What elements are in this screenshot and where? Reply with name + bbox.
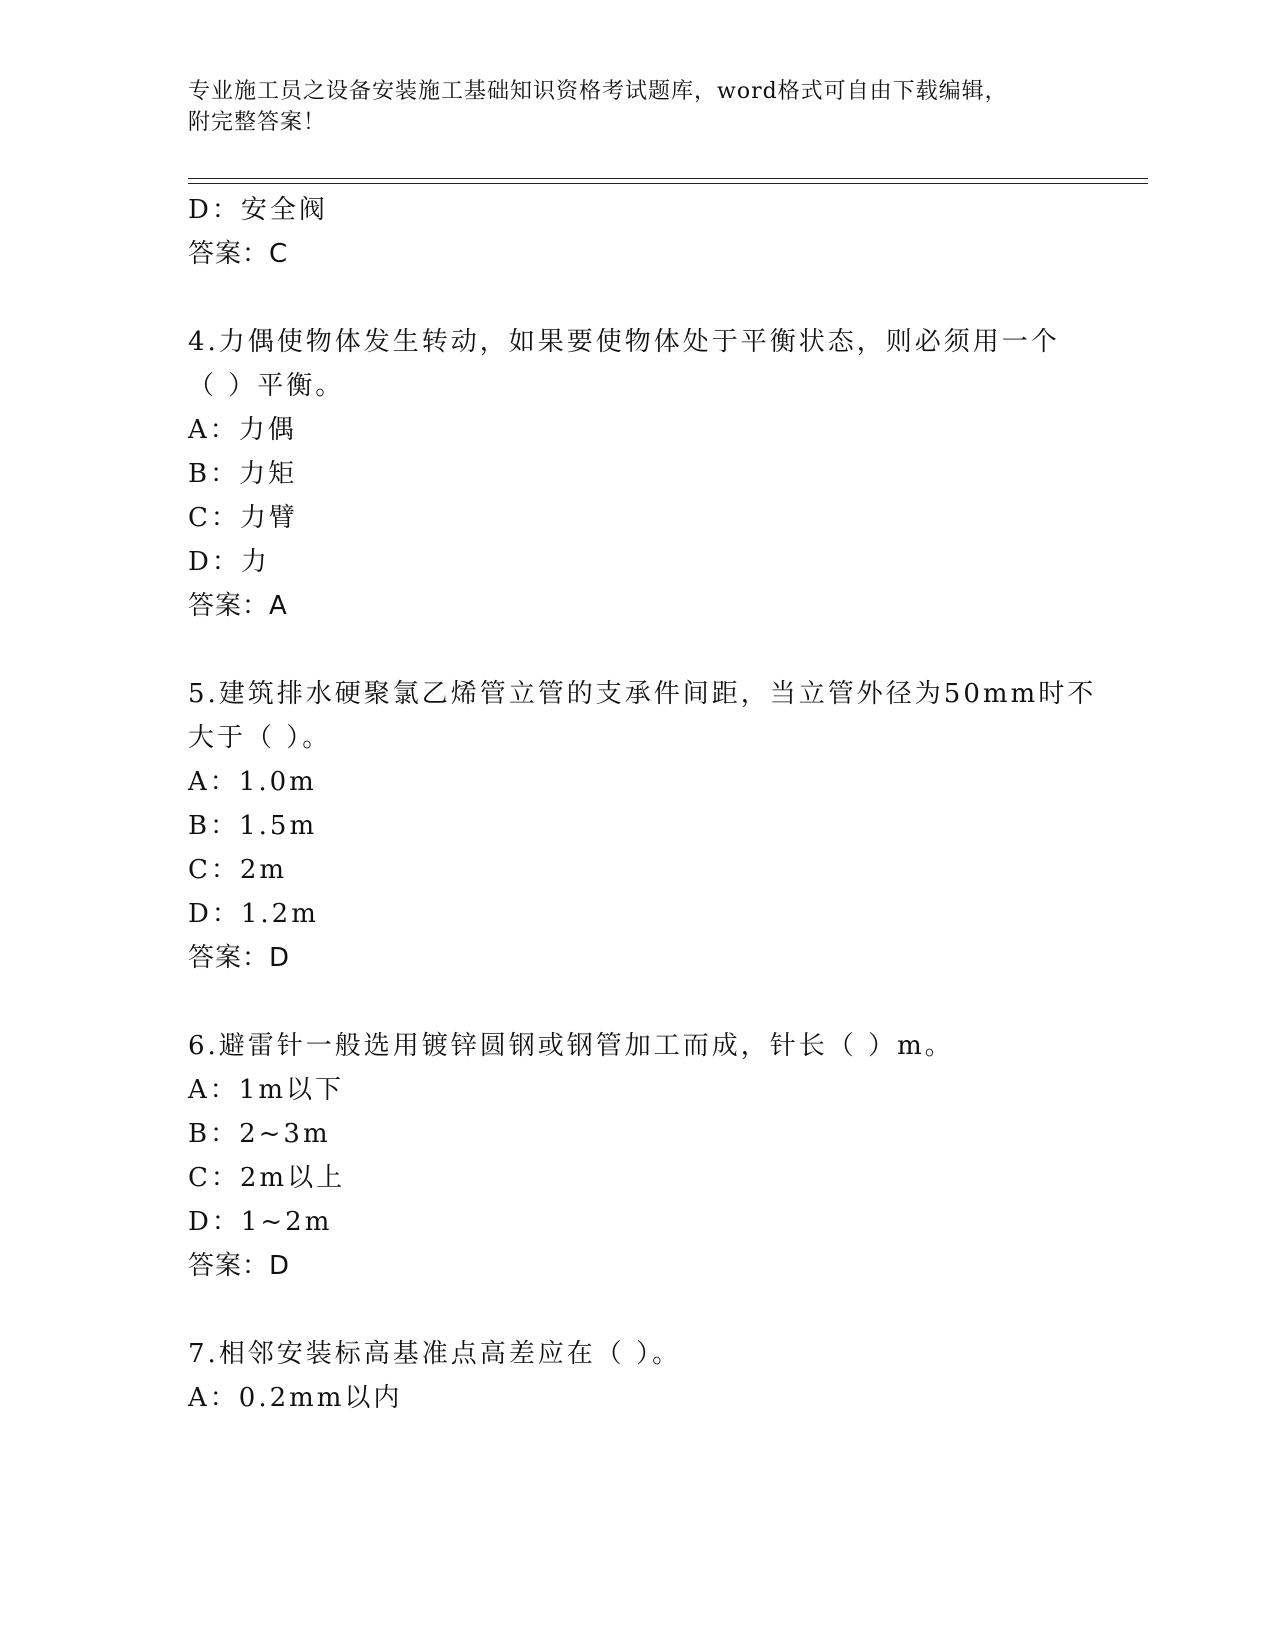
q6-option-b: B：2~3m [188,1119,331,1149]
q4-answer: 答案：A [188,591,288,621]
q3-option-d: D：安全阀 [188,195,328,225]
q5-answer: 答案：D [188,943,291,973]
q6-answer: 答案：D [188,1251,291,1281]
q4-option-c: C：力臂 [188,503,298,533]
q5-stem-line-1: 5.建筑排水硬聚氯乙烯管立管的支承件间距，当立管外径为50mm时不 [188,679,1097,709]
q4-option-d: D：力 [188,547,270,577]
q5-option-a: A：1.0m [188,767,317,797]
q4-option-a: A：力偶 [188,415,297,445]
q4-option-b: B：力矩 [188,459,298,489]
q7-stem-line-1: 7.相邻安装标高基准点高差应在（ ）。 [188,1339,682,1369]
q5-option-b: B：1.5m [188,811,318,841]
document-header [188,76,1088,138]
q5-option-d: D：1.2m [188,899,319,929]
header-divider-top [188,178,1148,179]
q6-stem-line-1: 6.避雷针一般选用镀锌圆钢或钢管加工而成，针长（ ）m。 [188,1031,954,1061]
q7-option-a: A：0.2mm以内 [188,1383,403,1413]
q6-option-c: C：2m以上 [188,1163,346,1193]
header-divider-bottom [188,183,1148,184]
q6-option-a: A：1m以下 [188,1075,344,1105]
header-line-1: 专业施工员之设备安装施工基础知识资格考试题库，word格式可自由下载编辑， [188,79,1008,104]
q4-stem-line-2: （ ）平衡。 [188,371,345,401]
q3-answer: 答案：C [188,239,289,269]
q5-option-c: C：2m [188,855,288,885]
q6-option-d: D：1~2m [188,1207,333,1237]
q5-stem-line-2: 大于（ ）。 [188,723,332,753]
header-line-2: 附完整答案！ [188,110,327,135]
q4-stem-line-1: 4.力偶使物体发生转动，如果要使物体处于平衡状态，则必须用一个 [188,327,1060,357]
